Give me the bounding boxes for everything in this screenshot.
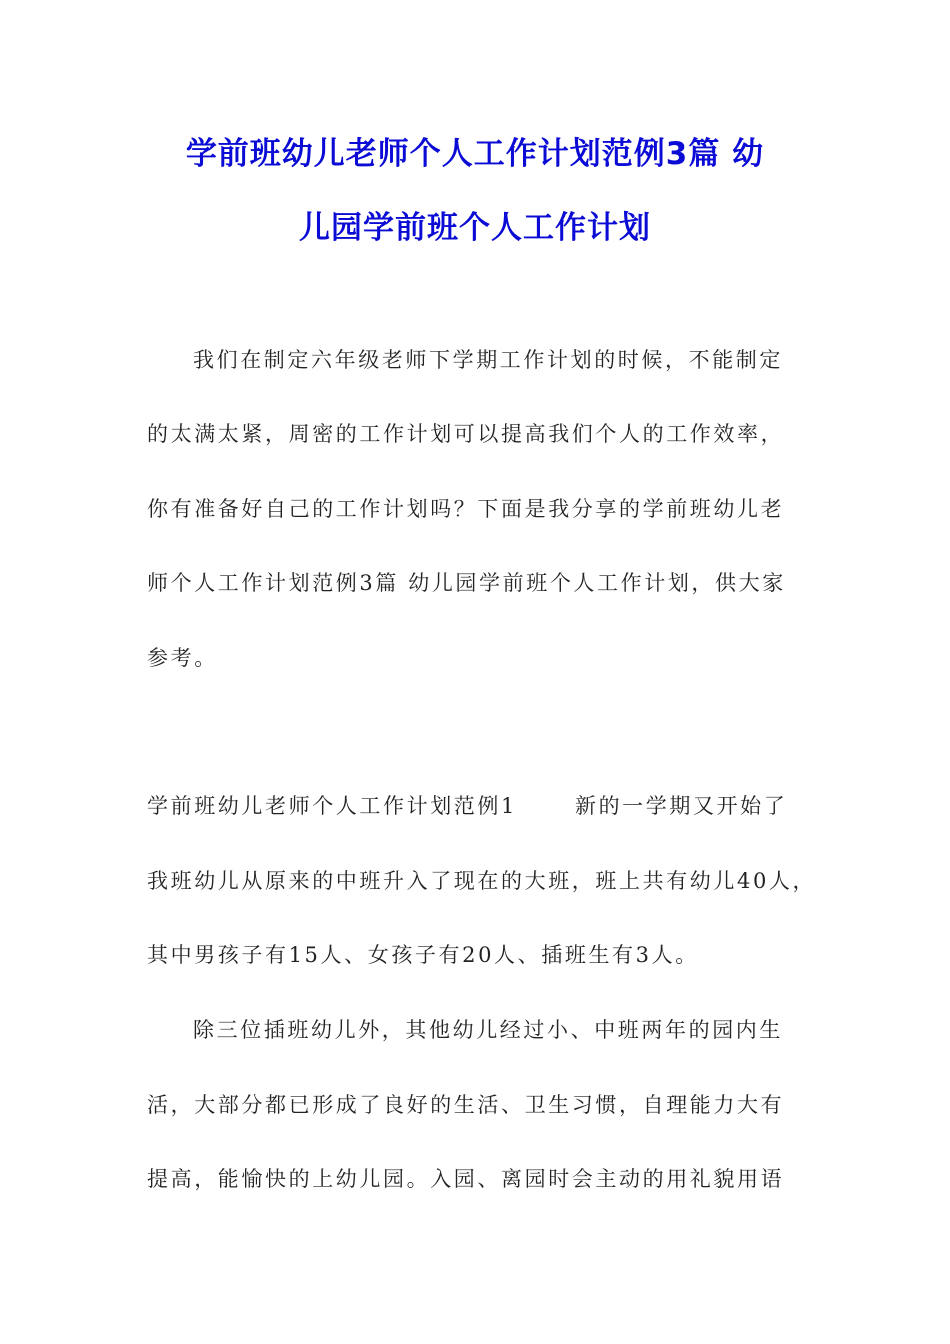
section-1-para-2-line-1: 除三位插班幼儿外，其他幼儿经过小、中班两年的园内生 — [193, 1018, 783, 1042]
document-title-line-1: 学前班幼儿老师个人工作计划范例3篇 幼 — [185, 136, 765, 172]
intro-line-2: 的太满太紧，周密的工作计划可以提高我们个人的工作效率， — [147, 422, 785, 446]
intro-line-4: 师个人工作计划范例3篇 幼儿园学前班个人工作计划，供大家 — [147, 571, 786, 595]
section-1-heading: 学前班幼儿老师个人工作计划范例1 — [147, 794, 517, 818]
section-1-heading-line — [147, 791, 827, 821]
document-title-line-2: 儿园学前班个人工作计划 — [299, 210, 651, 246]
intro-line-5: 参考。 — [147, 646, 218, 670]
intro-line-1: 我们在制定六年级老师下学期工作计划的时候，不能制定 — [193, 348, 783, 372]
intro-line-3: 你有准备好自己的工作计划吗？下面是我分享的学前班幼儿老 — [147, 497, 785, 521]
section-1-line-3: 其中男孩子有15人、女孩子有20人、插班生有3人。 — [147, 943, 699, 967]
section-1-heading-tail: 新的一学期又开始了 — [574, 794, 788, 818]
section-1-para-2-line-2: 活，大部分都已形成了良好的生活、卫生习惯，自理能力大有 — [147, 1093, 785, 1117]
section-1-para-2-line-3: 提高，能愉快的上幼儿园。入园、离园时会主动的用礼貌用语 — [147, 1167, 785, 1191]
section-1-line-2: 我班幼儿从原来的中班升入了现在的大班，班上共有幼儿40人， — [147, 869, 817, 893]
